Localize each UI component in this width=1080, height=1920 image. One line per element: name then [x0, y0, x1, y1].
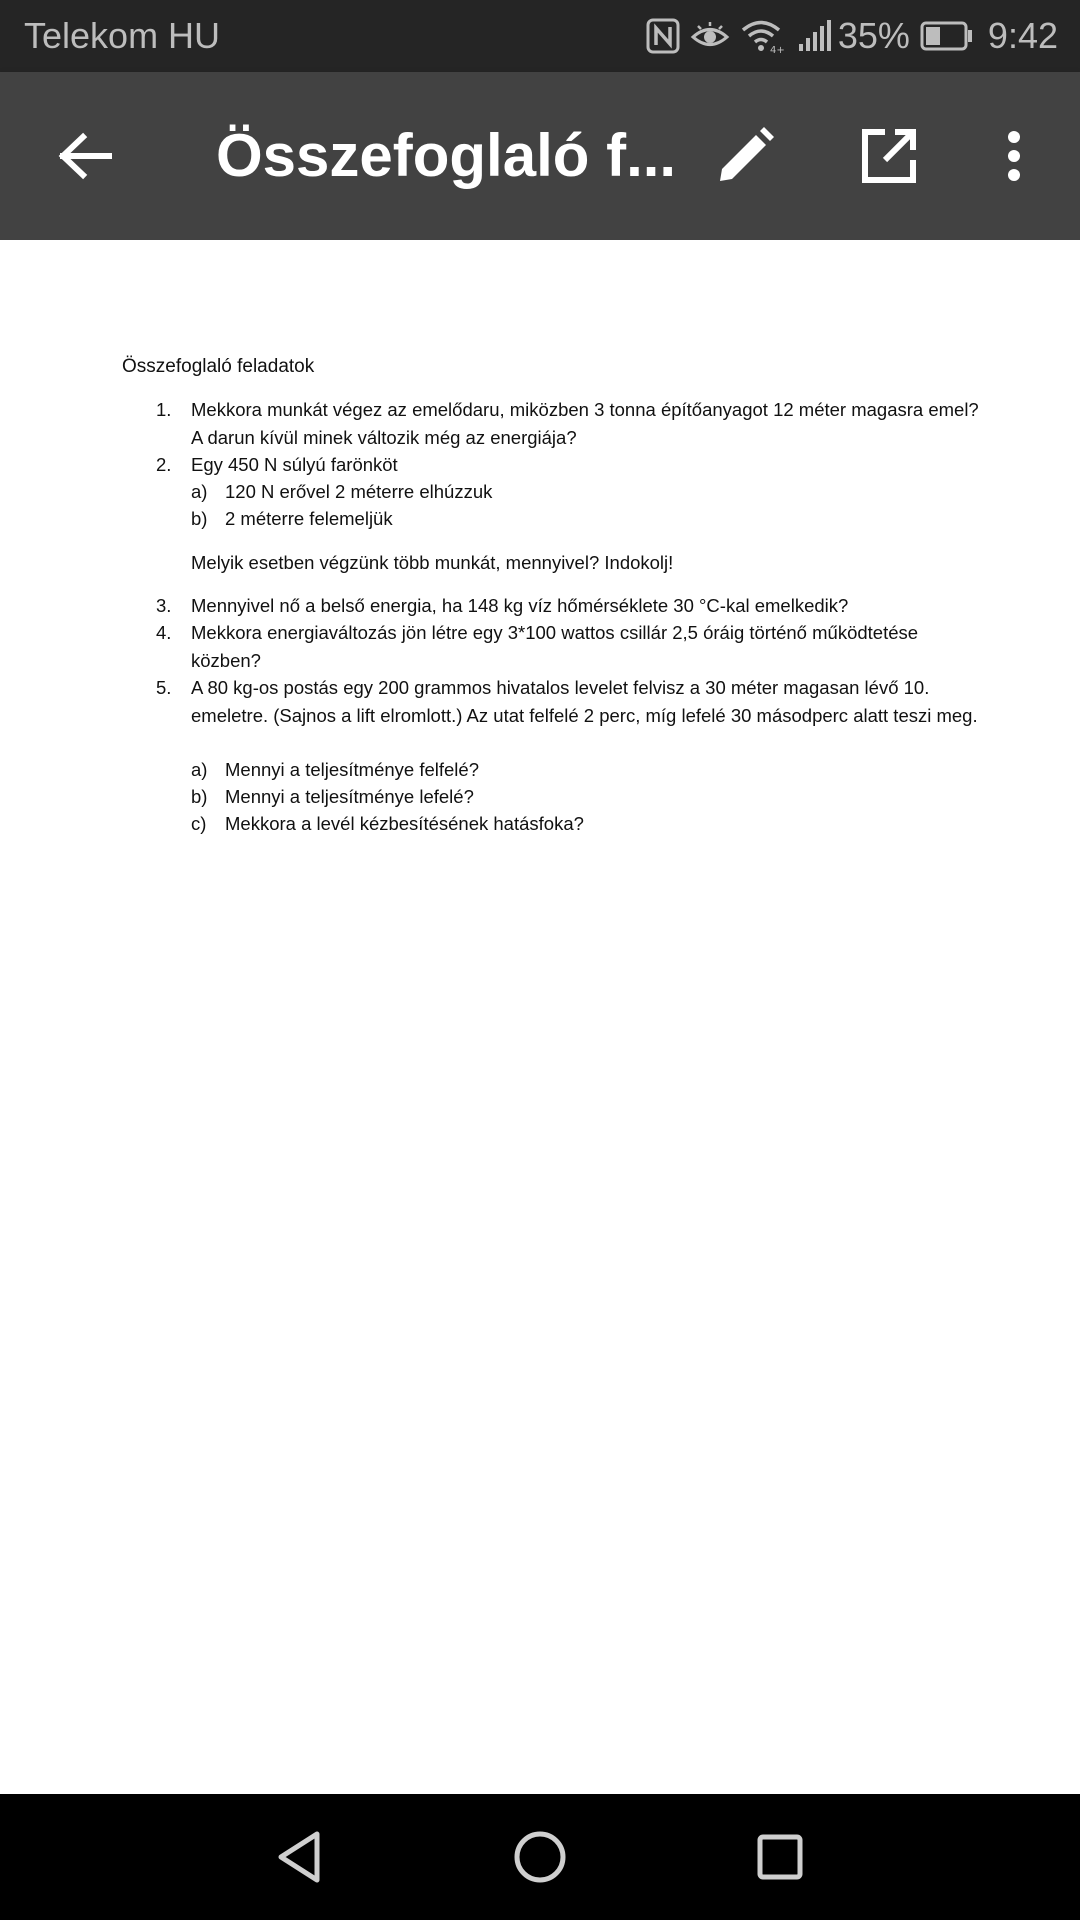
system-nav-bar	[0, 1794, 1080, 1920]
subquestion-letter: a)	[191, 759, 208, 780]
signal-icon	[798, 20, 832, 52]
question-number: 1.	[156, 399, 172, 420]
battery-icon	[920, 21, 974, 51]
battery-percent: 35%	[837, 15, 910, 56]
subquestion-text: 2 méterre felemeljük	[225, 508, 393, 529]
eye-comfort-icon	[690, 20, 730, 52]
question-2-followup: Melyik esetben végzünk több munkát, mennyivel? Indokolj!	[191, 552, 674, 573]
document-page[interactable]	[0, 240, 1080, 1794]
svg-text:4+: 4+	[769, 45, 785, 56]
clock: 9:42	[987, 15, 1058, 56]
subquestion-letter: c)	[191, 813, 207, 834]
back-button[interactable]	[40, 116, 130, 196]
nav-back-button[interactable]	[254, 1822, 344, 1892]
more-vertical-icon	[1006, 130, 1022, 182]
carrier-name: Telekom HU	[24, 15, 221, 56]
status-icons	[646, 14, 1058, 58]
more-options-button[interactable]	[990, 114, 1038, 198]
question-text: Mekkora munkát végez az emelődaru, miközben 3 tonna építőanyagot 12 méter magasra emel? A darun kívül minek változik még az energiája?	[191, 399, 979, 448]
open-in-app-button[interactable]	[844, 114, 934, 198]
subquestion-letter: b)	[191, 786, 208, 807]
document-heading: Összefoglaló feladatok	[122, 356, 315, 377]
nav-recents-button[interactable]	[735, 1822, 825, 1892]
question-number: 5.	[156, 677, 172, 698]
subquestion-letter: a)	[191, 481, 208, 502]
subquestion-text: Mekkora a levél kézbesítésének hatásfoka?	[225, 813, 584, 834]
subquestion-text: 120 N erővel 2 méterre elhúzzuk	[225, 481, 493, 502]
nav-home-button[interactable]	[495, 1822, 585, 1892]
document-title: Összefoglaló f...	[216, 122, 677, 189]
question-text: A 80 kg-os postás egy 200 grammos hivatalos levelet felvisz a 30 méter magasan lévő 10. emeletre. (Sajnos a lift elromlott.) Az utat felfelé 2 perc, míg lefelé 30 másodperc alatt teszi meg.	[191, 677, 978, 726]
nav-back-icon	[275, 1830, 323, 1884]
question-text: Mekkora energiaváltozás jön létre egy 3*100 wattos csillár 2,5 óráig történő működtetése közben?	[191, 622, 919, 671]
question-number: 4.	[156, 622, 172, 643]
question-number: 3.	[156, 595, 172, 616]
edit-button[interactable]	[700, 114, 790, 198]
wifi-icon	[740, 18, 785, 56]
question-number: 2.	[156, 454, 172, 475]
subquestion-letter: b)	[191, 508, 208, 529]
subquestion-text: Mennyi a teljesítménye lefelé?	[225, 786, 474, 807]
subquestion-text: Mennyi a teljesítménye felfelé?	[225, 759, 479, 780]
question-text: Mennyivel nő a belső energia, ha 148 kg víz hőmérséklete 30 °C-kal emelkedik?	[191, 595, 849, 616]
pencil-icon	[716, 127, 774, 185]
back-arrow-icon	[59, 133, 111, 179]
open-external-icon	[861, 128, 917, 184]
status-bar	[0, 0, 1080, 72]
app-bar	[0, 72, 1080, 240]
nav-home-icon	[513, 1830, 567, 1884]
question-text: Egy 450 N súlyú farönköt	[191, 454, 398, 475]
nfc-icon	[646, 18, 680, 54]
nav-recents-icon	[756, 1833, 804, 1881]
